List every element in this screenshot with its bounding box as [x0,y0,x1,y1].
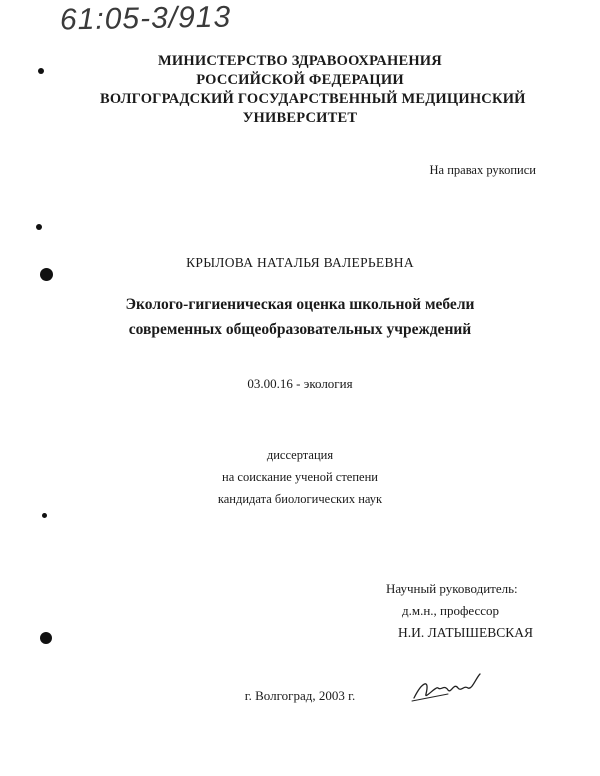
supervisor-degree: д.м.н., профессор [402,603,500,618]
scan-hole-mark [40,268,53,281]
specialty-code: 03.00.16 - экология [247,376,353,391]
ministry-line: РОССИЙСКОЙ ФЕДЕРАЦИИ [196,72,404,88]
supervisor-label: Научный руководитель: [386,581,518,596]
ministry-line: УНИВЕРСИТЕТ [242,110,358,126]
signature-icon [408,668,488,708]
place-and-year: г. Волгоград, 2003 г. [244,688,356,703]
supervisor-block [386,578,533,644]
title-line: современных общеобразовательных учреждений [128,321,472,338]
ministry-header [100,52,526,128]
scan-hole-mark [40,632,52,644]
title-line: Эколого-гигиеническая оценка школьной мебели [125,296,475,313]
statement-line: диссертация [266,448,334,462]
archive-stamp-number: 61:05-3/913 [59,0,232,37]
scan-hole-mark [36,224,42,230]
supervisor-name: Н.И. ЛАТЫШЕВСКАЯ [398,625,533,640]
scan-hole-mark [42,513,47,518]
ministry-line: МИНИСТЕРСТВО ЗДРАВООХРАНЕНИЯ [158,53,442,69]
statement-line: на соискание ученой степени [222,470,378,484]
dissertation-statement [0,444,600,510]
author-name: КРЫЛОВА НАТАЛЬЯ ВАЛЕРЬЕВНА [186,255,414,270]
dissertation-title [0,292,600,342]
rights-note: На правах рукописи [429,163,536,177]
statement-line: кандидата биологических наук [217,492,383,506]
ministry-line: ВОЛГОГРАДСКИЙ ГОСУДАРСТВЕННЫЙ МЕДИЦИНСКИЙ [100,91,526,107]
scan-hole-mark [38,68,44,74]
